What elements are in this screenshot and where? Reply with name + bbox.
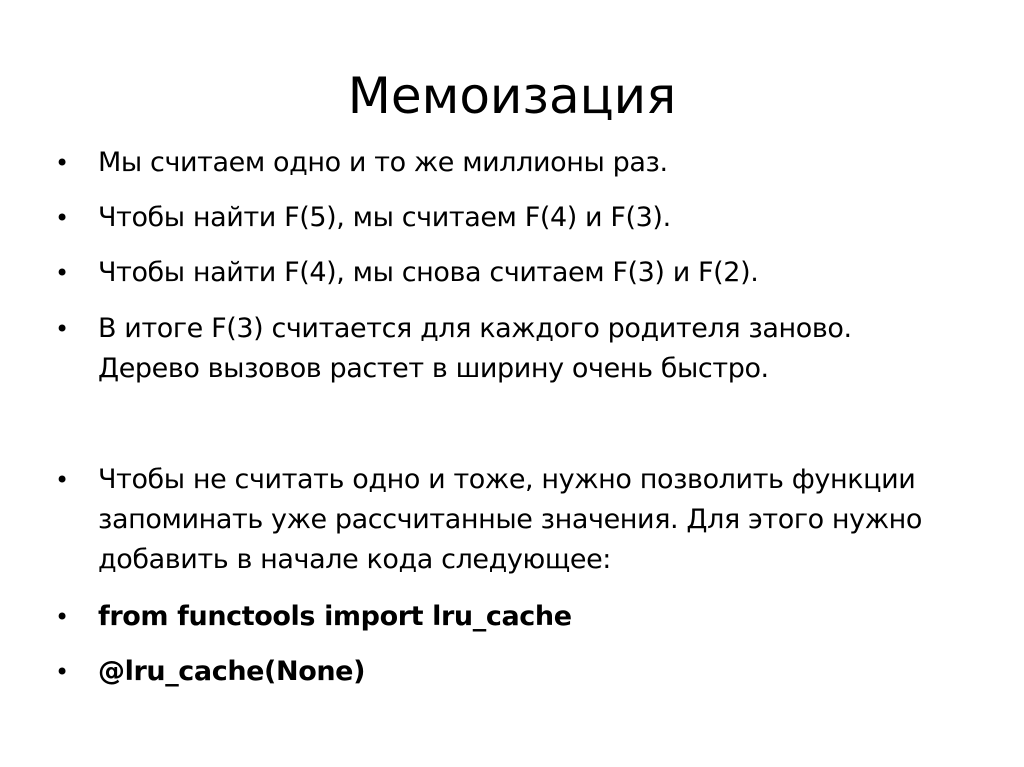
bullet-text: Мы считаем одно и то же миллионы раз. (98, 147, 668, 178)
slide-title: Мемоизация (347, 67, 677, 125)
bullet-item (55, 198, 955, 238)
bullet-icon: • (55, 315, 70, 343)
code-decorator-line: @lru_cache(None) (98, 656, 366, 687)
bullet-icon: • (55, 149, 70, 177)
bullet-icon: • (55, 603, 70, 631)
bullet-icon: • (55, 658, 70, 686)
code-import-line: from functools import lru_cache (98, 601, 572, 632)
bullet-item (55, 460, 955, 580)
bullet-text: Чтобы найти F(4), мы снова считаем F(3) и F(2). (98, 257, 759, 288)
bullet-item (55, 652, 955, 692)
bullet-icon: • (55, 466, 70, 494)
bullet-item (55, 253, 955, 293)
bullet-item (55, 309, 955, 389)
bullet-icon: • (55, 259, 70, 287)
bullet-icon: • (55, 204, 70, 232)
bullet-text: Чтобы найти F(5), мы считаем F(4) и F(3). (98, 202, 671, 233)
bullet-item (55, 143, 955, 183)
bullet-item (55, 597, 955, 637)
bullet-text: Чтобы не считать одно и тоже, нужно позволить функции запоминать уже рассчитанные значения. Для этого нужно добавить в начале кода следующее: (98, 464, 923, 575)
bullet-text: В итоге F(3) считается для каждого родителя заново. Дерево вызовов растет в ширину очень быстро. (98, 313, 852, 384)
